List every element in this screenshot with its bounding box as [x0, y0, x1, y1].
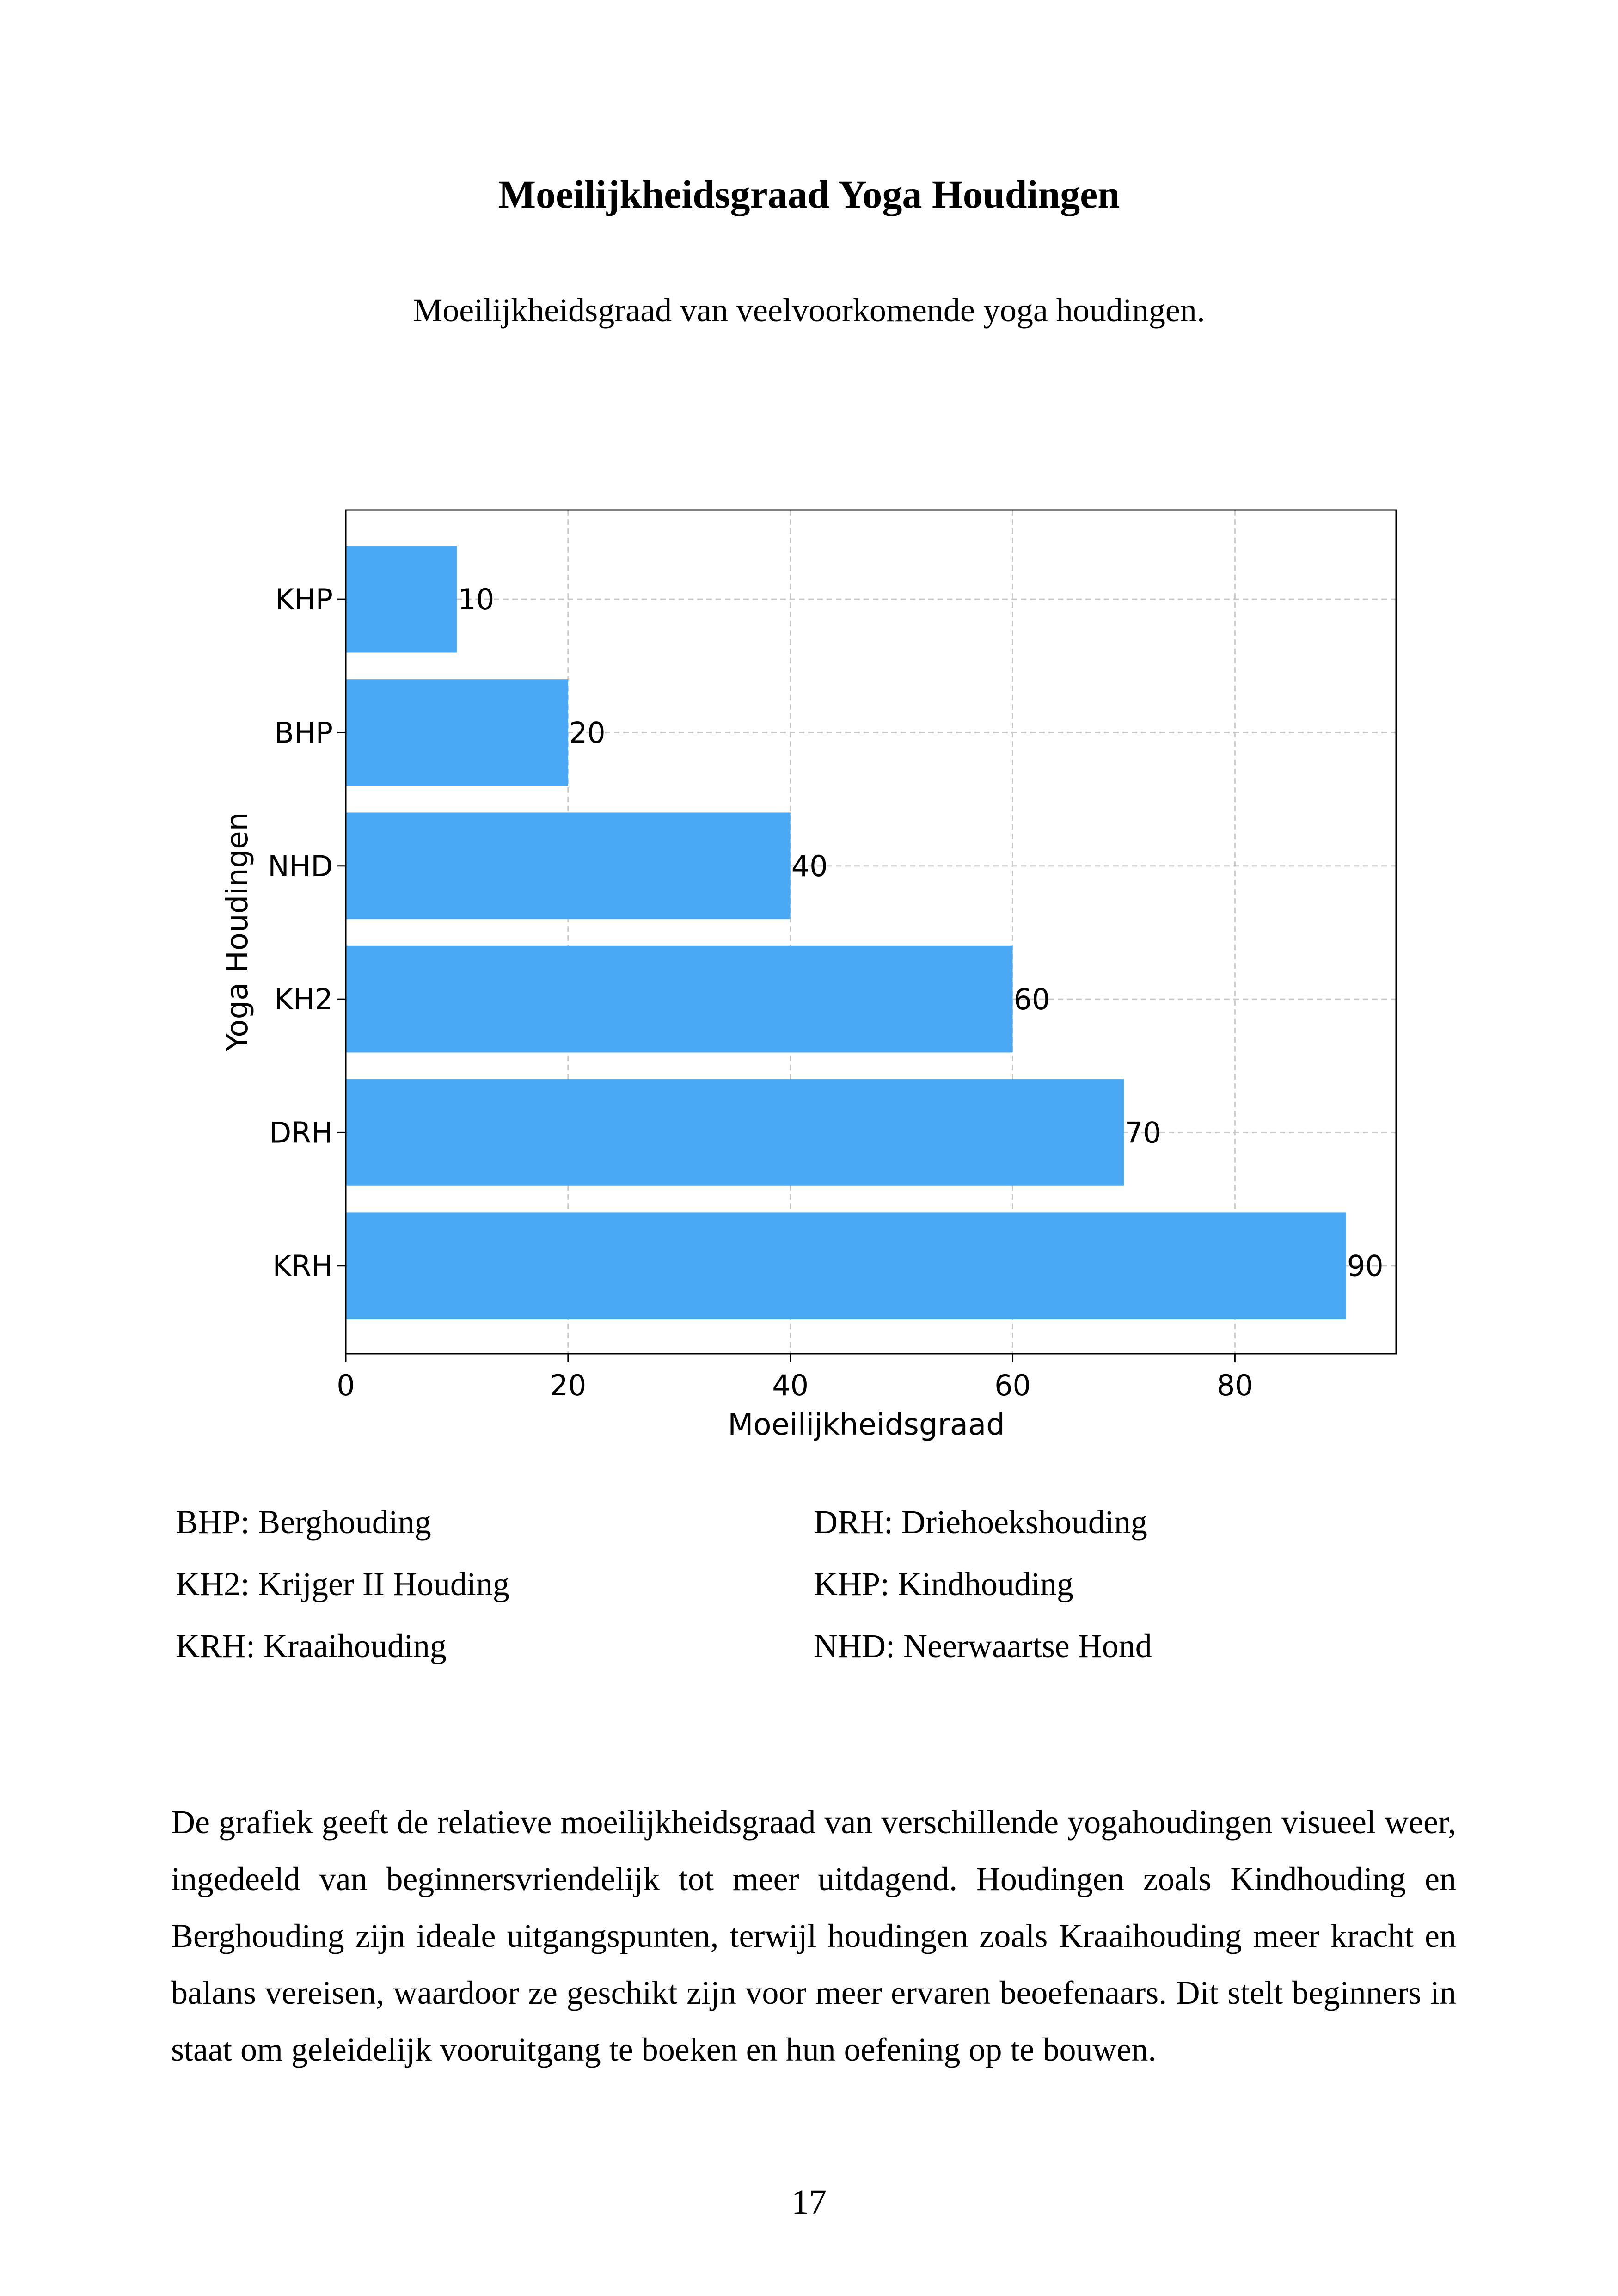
y-tick-label-BHP: BHP [274, 716, 333, 750]
x-tick-label-4: 80 [1216, 1369, 1253, 1402]
bar-KH2 [346, 946, 1013, 1053]
x-tick-label-3: 60 [994, 1369, 1031, 1402]
data-label-KRH: 90 [1347, 1249, 1384, 1283]
x-axis-label: Moeilijkheidsgraad [728, 1408, 1005, 1442]
abbreviation-legend-left [176, 1491, 777, 1677]
y-axis-label: Yoga Houdingen [221, 812, 255, 1052]
y-tick-label-KH2: KH2 [274, 982, 333, 1017]
data-label-BHP: 20 [569, 716, 606, 750]
x-tick-label-0: 0 [337, 1369, 355, 1402]
y-tick-label-NHD: NHD [268, 849, 333, 883]
bar-KRH [346, 1212, 1346, 1319]
data-label-KHP: 10 [458, 583, 495, 617]
page-number: 17 [791, 2183, 827, 2222]
bar-chart [0, 462, 1618, 1456]
legend-item-right-0: DRH: Driehoekshouding [814, 1504, 1147, 1541]
bar-KHP [346, 546, 457, 653]
legend-item-right-2: NHD: Neerwaartse Hond [814, 1627, 1152, 1664]
legend-item-left-0: BHP: Berghouding [176, 1504, 431, 1541]
data-label-DRH: 70 [1124, 1116, 1161, 1150]
legend-item-right-1: KHP: Kindhouding [814, 1565, 1074, 1602]
y-tick-label-KRH: KRH [272, 1249, 333, 1283]
y-tick-label-KHP: KHP [275, 583, 333, 617]
x-tick-label-1: 20 [550, 1369, 587, 1402]
x-tick-label-2: 40 [772, 1369, 809, 1402]
chart-subtitle: Moeilijkheidsgraad van veelvoorkomende yoga houdingen. [413, 292, 1205, 329]
legend-item-left-1: KH2: Krijger II Houding [176, 1565, 509, 1602]
chart-title: Moeilijkheidsgraad Yoga Houdingen [498, 172, 1120, 216]
chart-description: De grafiek geeft de relatieve moeilijkheidsgraad van verschillende yogahoudingen visueel weer, ingedeeld van beginnersvriendelijk tot meer uitdagend. Houdingen zoals Kindhouding en Berghouding zijn ideale uitgangspunten, terwijl houdingen zoals Kraaihouding meer kracht en balans vereisen, waardoor ze geschikt zijn voor meer ervaren beoefenaars. Dit stelt beginners in staat om geleidelijk vooruitgang te boeken en hun oefening op te bouwen. [171, 1804, 1456, 2068]
data-label-KH2: 60 [1013, 982, 1050, 1017]
legend-item-left-2: KRH: Kraaihouding [176, 1627, 447, 1664]
abbreviation-legend-right [814, 1491, 1461, 1677]
bar-BHP [346, 679, 568, 786]
y-tick-label-DRH: DRH [269, 1116, 333, 1150]
data-label-NHD: 40 [791, 849, 828, 883]
bar-DRH [346, 1079, 1124, 1186]
bar-NHD [346, 812, 791, 919]
